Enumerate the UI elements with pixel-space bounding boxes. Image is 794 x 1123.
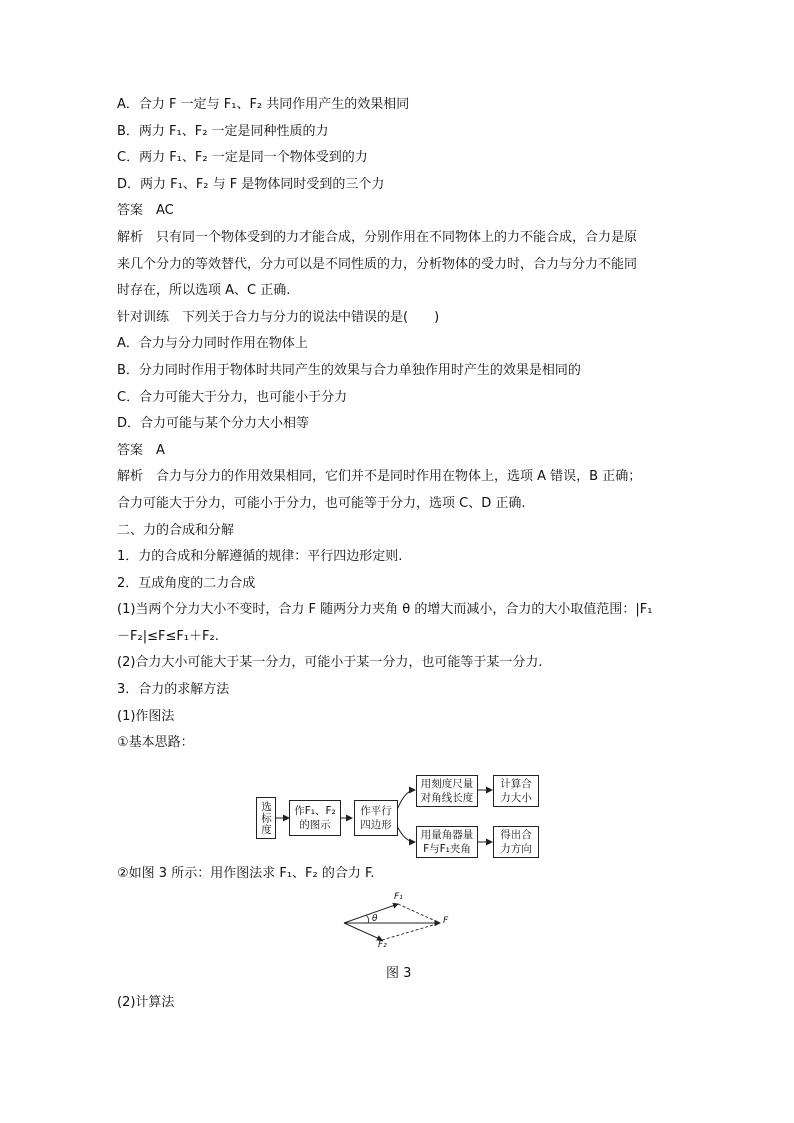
training-analysis-1: 解析 合力与分力的作用效果相同，它们并不是同时作用在物体上，选项 A 错误，B 正确； bbox=[117, 469, 642, 485]
flow-box-direction: 得出合 力方向 bbox=[493, 826, 539, 858]
flow-box-measure-angle: 用量角器量 F与F₁夹角 bbox=[416, 826, 478, 858]
option-b: B．两力 F₁、F₂ 一定是同种性质的力 bbox=[117, 123, 329, 139]
flow-box-measure-length: 用刻度尺量 对角线长度 bbox=[416, 775, 478, 807]
option-c: C．两力 F₁、F₂ 一定是同一个物体受到的力 bbox=[117, 150, 368, 166]
training-answer: 答案 A bbox=[117, 442, 165, 458]
flow-box-scale: 选标度 bbox=[256, 797, 276, 839]
figure-caption: 图 3 bbox=[386, 966, 412, 981]
training-option-a: A．合力与分力同时作用在物体上 bbox=[117, 336, 308, 352]
analysis-line-3: 时存在，所以选项 A、C 正确. bbox=[117, 283, 291, 299]
figure-intro: ②如图 3 所示：用作图法求 F₁、F₂ 的合力 F. bbox=[117, 866, 375, 881]
training-option-d: D．合力可能与某个分力大小相等 bbox=[117, 416, 310, 432]
subheading-two-force: 2．互成角度的二力合成 bbox=[117, 575, 256, 591]
section-heading: 二、力的合成和分解 bbox=[117, 522, 235, 538]
training-analysis-2: 合力可能大于分力，可能小于分力，也可能等于分力，选项 C、D 正确. bbox=[117, 495, 526, 511]
flow-box-compute-magnitude: 计算合 力大小 bbox=[493, 775, 539, 807]
basic-idea: ①基本思路： bbox=[117, 735, 194, 751]
figure-3 bbox=[340, 890, 460, 956]
analysis-line-1: 解析 只有同一个物体受到的力才能合成，分别作用在不同物体上的力不能合成，合力是原 bbox=[117, 229, 638, 245]
training-option-b: B．分力同时作用于物体时共同产生的效果与合力单独作用时产生的效果是相同的 bbox=[117, 362, 581, 378]
label-f1: F₁ bbox=[394, 892, 403, 902]
option-a: A．合力 F 一定与 F₁、F₂ 共同作用产生的效果相同 bbox=[117, 97, 410, 112]
label-f2: F₂ bbox=[378, 940, 387, 950]
label-theta: θ bbox=[372, 914, 378, 924]
flow-box-draw-forces: 作F₁、F₂ 的图示 bbox=[289, 800, 341, 836]
answer: 答案 AC bbox=[117, 203, 174, 219]
training-title: 针对训练 下列关于合力与分力的说法中错误的是( ) bbox=[117, 309, 440, 325]
flow-box-parallelogram: 作平行 四边形 bbox=[354, 800, 398, 836]
rule-paragraph: 1．力的合成和分解遵循的规律：平行四边形定则. bbox=[117, 549, 403, 565]
analysis-line-2: 来几个分力的等效替代，分力可以是不同性质的力，分析物体的受力时，合力与分力不能同 bbox=[117, 256, 638, 272]
training-option-c: C．合力可能大于分力，也可能小于分力 bbox=[117, 389, 348, 405]
calc-method: (2)计算法 bbox=[117, 995, 175, 1010]
option-d: D．两力 F₁、F₂ 与 F 是物体同时受到的三个力 bbox=[117, 176, 385, 192]
range-line-1: (1)当两个分力大小不变时，合力 F 随两分力夹角 θ 的增大而减小，合力的大小取值范围：|F₁ bbox=[117, 602, 653, 618]
range-line-2: －F₂|≤F≤F₁＋F₂. bbox=[117, 628, 219, 644]
label-f: F bbox=[443, 916, 449, 926]
graphic-method: (1)作图法 bbox=[117, 708, 175, 724]
method-heading: 3．合力的求解方法 bbox=[117, 682, 230, 698]
resultant-note: (2)合力大小可能大于某一分力，可能小于某一分力，也可能等于某一分力. bbox=[117, 655, 543, 671]
